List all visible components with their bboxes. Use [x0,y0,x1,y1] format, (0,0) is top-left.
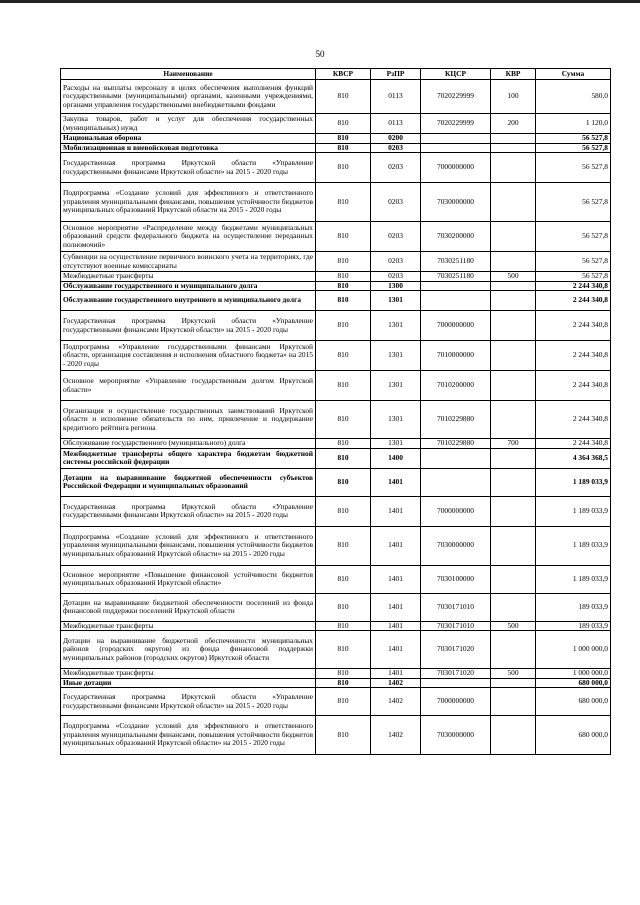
cell-rzpr: 0203 [371,143,421,153]
table-row [61,448,611,468]
cell-kvsr: 810 [316,281,371,291]
cell-kvsr: 810 [316,468,371,496]
cell-sum: 2 244 340,8 [536,281,611,291]
cell-kcsr: 7030171010 [421,593,491,621]
cell-rzpr: 1402 [371,688,421,716]
table-row [61,669,611,679]
cell-kvr: 500 [491,272,536,282]
cell-sum: 56 527,8 [536,222,611,252]
cell-sum: 56 527,8 [536,143,611,153]
cell-sum: 2 244 340,8 [536,341,611,371]
cell-kcsr [421,143,491,153]
cell-sum: 2 244 340,8 [536,401,611,439]
cell-kvr [491,252,536,272]
cell-rzpr: 0200 [371,134,421,144]
cell-sum: 2 244 340,8 [536,439,611,449]
table-row [61,291,611,311]
cell-sum: 1 000 000,0 [536,631,611,669]
table-row [61,621,611,631]
top-scan-line [0,0,640,3]
cell-name: Обслуживание государственного внутреннего и муниципального долга [61,291,316,311]
header-rzpr: РзПР [371,69,421,80]
cell-kcsr [421,678,491,688]
cell-kcsr: 7030171010 [421,621,491,631]
cell-kcsr: 7030200000 [421,222,491,252]
page-number: 50 [315,49,325,59]
cell-kvr: 100 [491,80,536,114]
cell-kvr [491,678,536,688]
cell-sum: 1 189 033,9 [536,496,611,526]
table-header-row [61,69,611,80]
cell-kcsr: 7030171020 [421,631,491,669]
cell-kcsr [421,281,491,291]
cell-kvr [491,496,536,526]
cell-kcsr: 7010229880 [421,439,491,449]
table-row [61,526,611,565]
cell-kvr [491,401,536,439]
cell-rzpr: 1401 [371,631,421,669]
cell-kcsr: 7030000000 [421,716,491,755]
cell-sum: 680 000,0 [536,716,611,755]
cell-kvr [491,468,536,496]
cell-kvsr: 810 [316,439,371,449]
cell-kvr [491,222,536,252]
cell-kcsr: 7030000000 [421,526,491,565]
cell-kcsr: 7000000000 [421,311,491,341]
cell-kvsr: 810 [316,621,371,631]
cell-sum: 56 527,8 [536,272,611,282]
cell-name: Подпрограмма «Управление государственными финансами Иркутской области, организация составления и исполнения областного бюджета» на 2015 - 2020 годы [61,341,316,371]
cell-name: Государственная программа Иркутской области «Управление государственными финансами Иркутской области» на 2015 - 2020 годы [61,496,316,526]
cell-kcsr: 7010229880 [421,401,491,439]
cell-name: Дотации на выравнивание бюджетной обеспеченности муниципальных районов (городских округов) из фонда финансовой поддержки муниципальных районов (городских округов) Иркутской области [61,631,316,669]
cell-rzpr: 1402 [371,678,421,688]
cell-kvsr: 810 [316,252,371,272]
cell-kvsr: 810 [316,222,371,252]
cell-name: Подпрограмма «Создание условий для эффективного и ответственного управления муниципальными финансами, повышения устойчивости бюджетов муниципальных образований Иркутской области на 2015 - 2020 годы [61,183,316,222]
table-row [61,311,611,341]
cell-rzpr: 1301 [371,341,421,371]
cell-kvsr: 810 [316,341,371,371]
cell-name: Межбюджетные трансферты [61,669,316,679]
cell-kvsr: 810 [316,134,371,144]
cell-sum: 2 244 340,8 [536,311,611,341]
cell-kvr [491,281,536,291]
table-row [61,252,611,272]
cell-sum: 2 244 340,8 [536,291,611,311]
cell-rzpr: 1401 [371,468,421,496]
header-kvr: КВР [491,69,536,80]
cell-kvsr: 810 [316,80,371,114]
cell-kcsr: 7010000000 [421,341,491,371]
header-sum: Сумма [536,69,611,80]
cell-kvsr: 810 [316,153,371,183]
cell-sum: 680 000,0 [536,688,611,716]
cell-rzpr: 1301 [371,291,421,311]
cell-kvsr: 810 [316,678,371,688]
cell-kvsr: 810 [316,143,371,153]
cell-rzpr: 1401 [371,621,421,631]
cell-kvsr: 810 [316,114,371,134]
cell-kvr [491,371,536,401]
cell-rzpr: 1402 [371,716,421,755]
cell-name: Дотации на выравнивание бюджетной обеспеченности поселений из фонда финансовой поддержки поселений Иркутской области [61,593,316,621]
cell-kcsr: 7030100000 [421,565,491,593]
cell-rzpr: 1401 [371,526,421,565]
table-row [61,631,611,669]
cell-rzpr: 1401 [371,669,421,679]
cell-kvsr: 810 [316,565,371,593]
cell-name: Обслуживание государственного и муниципального долга [61,281,316,291]
cell-rzpr: 0203 [371,153,421,183]
table-row [61,496,611,526]
table-row [61,183,611,222]
cell-sum: 1 000 000,0 [536,669,611,679]
cell-name: Организация и осуществление государственных заимствований Иркутской области и исполнение обязательств по ним, привлечение и поддержание кредитного рейтинга региона [61,401,316,439]
cell-kvr [491,134,536,144]
cell-sum: 189 033,9 [536,621,611,631]
cell-name: Национальная оборона [61,134,316,144]
table-row [61,80,611,114]
cell-name: Обслуживание государственного (муниципального) долга [61,439,316,449]
cell-rzpr: 0203 [371,222,421,252]
table-row [61,272,611,282]
header-kvsr: КВСР [316,69,371,80]
table-row [61,468,611,496]
cell-kcsr [421,468,491,496]
cell-name: Государственная программа Иркутской области «Управление государственными финансами Иркутской области» на 2015 - 2020 годы [61,688,316,716]
cell-name: Дотации на выравнивание бюджетной обеспеченности субъектов Российской Федерации и муниципальных образований [61,468,316,496]
budget-table [60,68,611,755]
cell-kcsr: 7010200000 [421,371,491,401]
cell-kvsr: 810 [316,716,371,755]
table-row [61,134,611,144]
cell-name: Государственная программа Иркутской области «Управление государственными финансами Иркутской области» на 2015 - 2020 годы [61,153,316,183]
cell-rzpr: 1401 [371,565,421,593]
cell-rzpr: 1300 [371,281,421,291]
cell-kcsr [421,448,491,468]
cell-name: Подпрограмма «Создание условий для эффективного и ответственного управления муниципальными финансами, повышения устойчивости бюджетов муниципальных образований Иркутской области» на 2015 - 2020 годы [61,526,316,565]
cell-sum: 189 033,9 [536,593,611,621]
header-name: Наименование [61,69,316,80]
cell-kvr [491,688,536,716]
cell-sum: 56 527,8 [536,252,611,272]
cell-sum: 2 244 340,8 [536,371,611,401]
table-row [61,439,611,449]
cell-kvr: 500 [491,621,536,631]
table-row [61,565,611,593]
cell-kcsr: 7000000000 [421,153,491,183]
table-row [61,678,611,688]
cell-kvsr: 810 [316,401,371,439]
cell-rzpr: 0113 [371,114,421,134]
cell-kvsr: 810 [316,631,371,669]
cell-kvsr: 810 [316,272,371,282]
cell-kcsr: 7020229999 [421,80,491,114]
cell-kvr [491,183,536,222]
cell-kvsr: 810 [316,669,371,679]
cell-kcsr: 7030251180 [421,252,491,272]
cell-name: Межбюджетные трансферты [61,621,316,631]
cell-rzpr: 1401 [371,496,421,526]
cell-name: Основное мероприятие «Повышение финансовой устойчивости бюджетов муниципальных образований Иркутской области» [61,565,316,593]
cell-kvr [491,526,536,565]
cell-kvr [491,341,536,371]
cell-rzpr: 0203 [371,272,421,282]
cell-rzpr: 0203 [371,252,421,272]
cell-kcsr: 7000000000 [421,688,491,716]
table-row [61,143,611,153]
cell-name: Государственная программа Иркутской области «Управление государственными финансами Иркутской области» на 2015 - 2020 годы [61,311,316,341]
cell-sum: 56 527,8 [536,183,611,222]
cell-kvsr: 810 [316,311,371,341]
cell-kcsr: 7000000000 [421,496,491,526]
cell-sum: 580,0 [536,80,611,114]
cell-kvr: 500 [491,669,536,679]
table-row [61,593,611,621]
table-row [61,371,611,401]
table-row [61,688,611,716]
cell-kvsr: 810 [316,593,371,621]
cell-name: Межбюджетные трансферты общего характера бюджетам бюджетной системы российской федерации [61,448,316,468]
cell-sum: 4 364 368,5 [536,448,611,468]
cell-kvsr: 810 [316,371,371,401]
cell-kvsr: 810 [316,496,371,526]
cell-name: Подпрограмма «Создание условий для эффективного и ответственного управления муниципальными финансами, повышения устойчивости бюджетов муниципальных образований Иркутской области» на 2015 - 2020 годы [61,716,316,755]
table-row [61,716,611,755]
cell-kvsr: 810 [316,291,371,311]
cell-kvr [491,153,536,183]
cell-kvr [491,291,536,311]
cell-name: Расходы на выплаты персоналу в целях обеспечения выполнения функций государственными (муниципальными) органами, казенными учреждениями, органами управления государственными внебюджетными фондами [61,80,316,114]
cell-sum: 56 527,8 [536,153,611,183]
table-row [61,114,611,134]
cell-sum: 680 000,0 [536,678,611,688]
cell-rzpr: 1400 [371,448,421,468]
table-row [61,153,611,183]
cell-name: Основное мероприятие «Распределение между бюджетами муниципальных образований средств федерального бюджета на осуществление переданных полномочий» [61,222,316,252]
cell-name: Субвенции на осуществление первичного воинского учета на территориях, где отсутствуют военные комиссариаты [61,252,316,272]
cell-kvr [491,565,536,593]
cell-name: Закупка товаров, работ и услуг для обеспечения государственных (муниципальных) нужд [61,114,316,134]
cell-sum: 1 189 033,9 [536,526,611,565]
cell-kcsr: 7030171020 [421,669,491,679]
cell-rzpr: 1301 [371,439,421,449]
cell-name: Иные дотации [61,678,316,688]
cell-sum: 1 120,0 [536,114,611,134]
cell-kvr [491,716,536,755]
cell-kcsr: 7030251180 [421,272,491,282]
cell-kcsr [421,134,491,144]
cell-kvr [491,448,536,468]
header-kcsr: КЦСР [421,69,491,80]
cell-kvsr: 810 [316,526,371,565]
cell-rzpr: 1301 [371,371,421,401]
cell-rzpr: 1301 [371,401,421,439]
cell-kcsr [421,291,491,311]
cell-name: Межбюджетные трансферты [61,272,316,282]
cell-rzpr: 1401 [371,593,421,621]
table-row [61,341,611,371]
cell-kvr [491,311,536,341]
cell-kcsr: 7020229999 [421,114,491,134]
cell-sum: 56 527,8 [536,134,611,144]
cell-kvr [491,593,536,621]
cell-rzpr: 0113 [371,80,421,114]
cell-name: Основное мероприятие «Управление государственным долгом Иркутской области» [61,371,316,401]
cell-sum: 1 189 033,9 [536,565,611,593]
table-row [61,281,611,291]
cell-kvr: 200 [491,114,536,134]
cell-rzpr: 1301 [371,311,421,341]
cell-kvr [491,143,536,153]
table-row [61,401,611,439]
cell-kvr [491,631,536,669]
cell-kvr: 700 [491,439,536,449]
cell-kcsr: 7030000000 [421,183,491,222]
cell-sum: 1 189 033,9 [536,468,611,496]
cell-kvsr: 810 [316,448,371,468]
cell-kvsr: 810 [316,183,371,222]
cell-rzpr: 0203 [371,183,421,222]
cell-kvsr: 810 [316,688,371,716]
cell-name: Мобилизационная и вневойсковая подготовка [61,143,316,153]
table-row [61,222,611,252]
